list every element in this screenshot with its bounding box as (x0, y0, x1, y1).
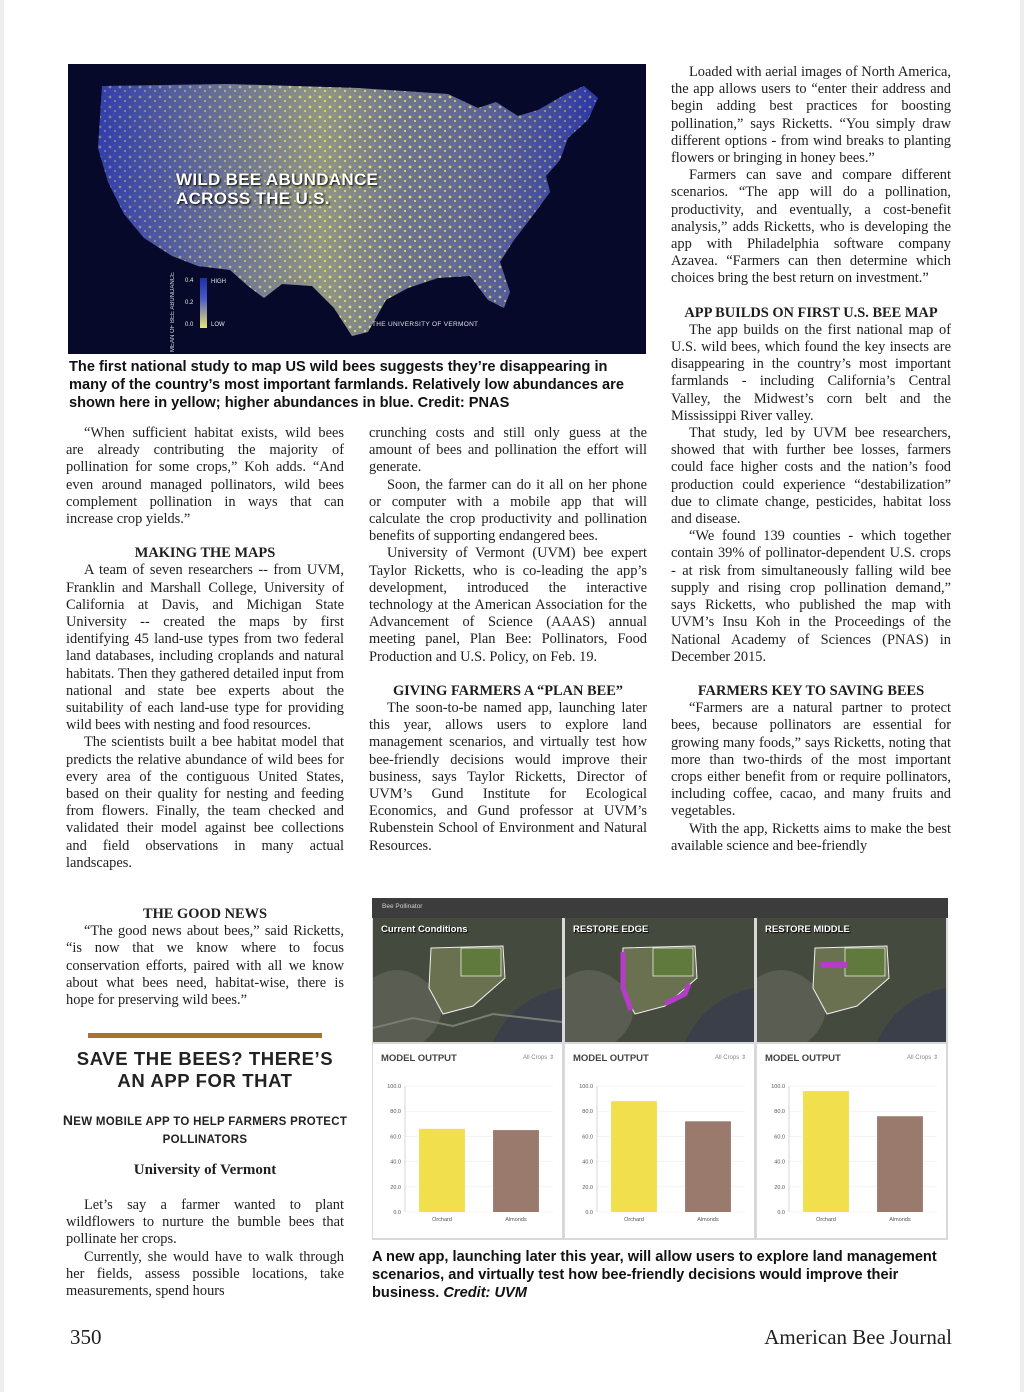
model-output-panel (373, 1044, 562, 1238)
model-output-panel (565, 1044, 754, 1238)
y-tick-label: 0.0 (585, 1210, 593, 1216)
section-heading-making-the-maps: MAKING THE MAPS (134, 545, 276, 562)
col3-paragraph: Loaded with aerial images of North America, the app allows users to “enter their address and begin adding best practices for boosting pollination,” says Ricketts. “You simply draw different options - from wind breaks to planting flowers or bringing in honey bees.” (671, 64, 951, 167)
app-caption-text: A new app, launching later this year, will allow users to explore land management scenarios, and virtually test how bee-friendly decisions would improve their business. (372, 1249, 937, 1301)
crop-select[interactable]: All Crops ⇕ (522, 1055, 554, 1061)
col1-paragraph: A team of seven researchers -- from UVM, Franklin and Marshall College, University of California at Davis, and Michigan State University -- created the maps by first identifying 45 land-use types from two federal land databases, including croplands and natural habitats. Then they gathered detailed input from national and state bee experts about the suitability of each land-use type for providing wild bees with nesting and food resources. (66, 562, 344, 734)
legend-axis-label: MEAN OF BEE ABUNDANCE (170, 272, 176, 353)
page-edge-right (1020, 0, 1024, 1392)
y-tick-label: 40.0 (774, 1159, 785, 1166)
col3-paragraph: “Farmers are a natural partner to protect bees, because pollinators are essential for growing many foods,” says Ricketts, noting that more than two-thirds of the most important crops either benefit from or require pollinators, including coffee, cacao, and many fruits and vegetables. (671, 700, 951, 820)
aerial-panel-current (373, 918, 562, 1042)
article-intro (66, 1197, 344, 1300)
headline-rule (88, 1033, 322, 1038)
x-tick-label: Orchard (432, 1217, 452, 1223)
model-output-title: MODEL OUTPUT (573, 1053, 649, 1064)
model-output-title: MODEL OUTPUT (765, 1053, 841, 1064)
journal-title: American Bee Journal (764, 1325, 952, 1349)
y-tick-label: 60.0 (390, 1134, 401, 1141)
legend-tick: 0.2 (185, 300, 194, 306)
map-caption: The first national study to map US wild bees suggests they’re disappearing in many of the country’s most important farmlands. Relatively low abundances are shown here in yellow; higher abundances in blue. Credit: PNAS (69, 359, 624, 411)
model-output-chart (373, 1044, 562, 1238)
bee-abundance-map (68, 64, 646, 354)
column-1-lower (66, 889, 344, 1009)
y-tick-label: 40.0 (582, 1159, 593, 1166)
col3-paragraph: Farmers can save and compare different scenarios. “The app will do a pollination, productivity, and eventually, a cost-benefit analysis,” adds Ricketts, who is developing the app with Philadelphia software company Azavea. “Farmers can then determine which choices bring the best return on investment.” (671, 167, 951, 287)
bar-orchard (419, 1129, 465, 1212)
col1-paragraph: “The good news about bees,” said Ricketts, “is now that we know where to focus conservation efforts, paired with all we know about what bees need, habitat-wise, there is hope for preserving wild bees.” (66, 923, 344, 1009)
col1-paragraph: The scientists built a bee habitat model that predicts the relative abundance of wild bees for every area of the contiguous United States, based on their quality for nesting and feeding from flowers. Finally, the team checked and validated their model against bee collections and field observations in many actual landscapes. (66, 734, 344, 871)
col2-paragraph: University of Vermont (UVM) bee expert Taylor Ricketts, who is co-leading the app’s development, introduced the interactive technology at the American Association for the Advancement of Science (AAAS) annual meeting panel, Plan Bee: Pollinators, Food Production and U.S. Policy, on Feb. 19. (369, 545, 647, 665)
legend-tick: 0.4 (185, 278, 194, 284)
col1-paragraph: “When sufficient habitat exists, wild bees are already contributing the majority of pollination for some crops,” Koh adds. “And even around managed pollinators, wild bees complement pollination in ways that can increase crop yields.” (66, 425, 344, 528)
model-output-panel (757, 1044, 946, 1238)
y-tick-label: 20.0 (774, 1184, 785, 1191)
panel-label: RESTORE MIDDLE (765, 924, 850, 935)
page-number: 350 (70, 1325, 102, 1349)
subhead-initial: N (62, 1112, 74, 1128)
bar-almonds (493, 1130, 539, 1212)
y-tick-label: 100.0 (771, 1084, 785, 1090)
col3-paragraph: That study, led by UVM bee researchers, showed that with further bee losses, farmers could face higher costs and the nation’s food production could experience “destabilization” due to climate change, pesticides, habitat loss and disease. (671, 425, 951, 528)
bar-almonds (877, 1116, 923, 1212)
aerial-panel-restore-middle (757, 918, 946, 1042)
aerial-image (565, 918, 754, 1042)
app-screenshot (372, 898, 948, 1240)
y-tick-label: 100.0 (579, 1084, 593, 1090)
x-tick-label: Orchard (816, 1217, 836, 1223)
app-name: Bee Pollinator (382, 903, 423, 910)
col3-paragraph: “We found 139 counties - which together contain 39% of pollinator-dependent U.S. crops - at risk from simultaneously falling wild bee supply and rising crop pollination demand,” says Ricketts, who published the map with UVM’s Insu Koh in the Proceedings of the National Academy of Sciences (PNAS) in December 2015. (671, 528, 951, 665)
model-output-chart (757, 1044, 946, 1238)
section-heading-good-news: THE GOOD NEWS (143, 906, 267, 922)
legend-high: HIGH (211, 279, 226, 285)
map-title-line1: WILD BEE ABUNDANCE (176, 170, 379, 189)
bar-orchard (803, 1091, 849, 1212)
article-subhead (62, 1111, 348, 1149)
y-tick-label: 20.0 (390, 1184, 401, 1191)
article-byline: University of Vermont (133, 1162, 277, 1178)
aerial-panel-restore-edge (565, 918, 754, 1042)
column-2 (369, 425, 647, 855)
y-tick-label: 60.0 (582, 1134, 593, 1141)
map-title (176, 170, 378, 208)
legend-tick: 0.0 (185, 322, 194, 328)
section-heading-plan-bee: GIVING FARMERS A “PLAN BEE” (392, 682, 623, 699)
page-edge-left (0, 0, 4, 1392)
column-1 (66, 425, 344, 872)
model-output-title: MODEL OUTPUT (381, 1053, 457, 1064)
bar-almonds (685, 1121, 731, 1212)
y-tick-label: 60.0 (774, 1134, 785, 1141)
crop-select[interactable]: All Crops ⇕ (714, 1055, 746, 1061)
x-tick-label: Almonds (889, 1217, 911, 1223)
x-tick-label: Almonds (505, 1217, 527, 1223)
y-tick-label: 100.0 (387, 1084, 401, 1090)
crop-select[interactable]: All Crops ⇕ (906, 1055, 938, 1061)
y-tick-label: 40.0 (390, 1159, 401, 1166)
map-title-line2: ACROSS THE U.S. (176, 189, 330, 208)
article-headline: SAVE THE BEES? THERE’S AN APP FOR THAT (76, 1048, 334, 1091)
column-3 (671, 64, 951, 855)
col2-paragraph: Soon, the farmer can do it all on her phone or computer with a mobile app that will calculate the crop productivity and pollination benefits of supporting endangered bees. (369, 476, 647, 545)
article-paragraph: Let’s say a farmer wanted to plant wildflowers to nurture the bumble bees that pollinate her crops. (66, 1197, 344, 1248)
col2-paragraph: The soon-to-be named app, launching later this year, allows users to explore land management scenarios, and virtually test how bee-friendly decisions would improve their business, says Taylor Ricketts, Director of UVM’s Gund Institute for Ecological Economics, and Gund professor at UVM’s Rubenstein School of Environment and Natural Resources. (369, 700, 647, 854)
subhead-text: EW MOBILE APP TO HELP FARMERS PROTECT POLLINATORS (73, 1116, 348, 1146)
legend-low: LOW (211, 322, 225, 328)
panel-label: RESTORE EDGE (573, 924, 649, 935)
col3-paragraph: With the app, Ricketts aims to make the best available science and bee-friendly (671, 820, 951, 854)
app-caption (372, 1248, 952, 1302)
map-credit: THE UNIVERSITY OF VERMONT (372, 321, 479, 328)
section-heading-farmers-key: FARMERS KEY TO SAVING BEES (697, 682, 925, 699)
aerial-image (757, 918, 946, 1042)
x-tick-label: Almonds (697, 1217, 719, 1223)
app-caption-credit: Credit: UVM (443, 1285, 527, 1301)
y-tick-label: 0.0 (777, 1210, 785, 1216)
x-tick-label: Orchard (624, 1217, 644, 1223)
y-tick-label: 80.0 (582, 1109, 593, 1116)
col2-paragraph: crunching costs and still only guess at the amount of bees and pollination the effort will generate. (369, 425, 647, 476)
app-topbar (372, 898, 948, 918)
col3-paragraph: The app builds on the first national map of U.S. wild bees, which found the key insects are disappearing in the country’s most important farmlands - including California’s Central Valley, the Midwest’s corn belt and the Mississippi River valley. (671, 321, 951, 424)
model-output-chart (565, 1044, 754, 1238)
legend-color-bar (200, 278, 207, 328)
y-tick-label: 80.0 (774, 1109, 785, 1116)
panel-label: Current Conditions (381, 924, 468, 935)
y-tick-label: 80.0 (390, 1109, 401, 1116)
bar-orchard (611, 1101, 657, 1212)
y-tick-label: 0.0 (393, 1210, 401, 1216)
article-paragraph: Currently, she would have to walk through her fields, assess possible locations, take measurements, spend hours (66, 1248, 344, 1300)
us-map-graphic (68, 64, 646, 354)
y-tick-label: 20.0 (582, 1184, 593, 1191)
aerial-image (373, 918, 562, 1042)
section-heading-first-bee-map: APP BUILDS ON FIRST U.S. BEE MAP (684, 304, 938, 321)
